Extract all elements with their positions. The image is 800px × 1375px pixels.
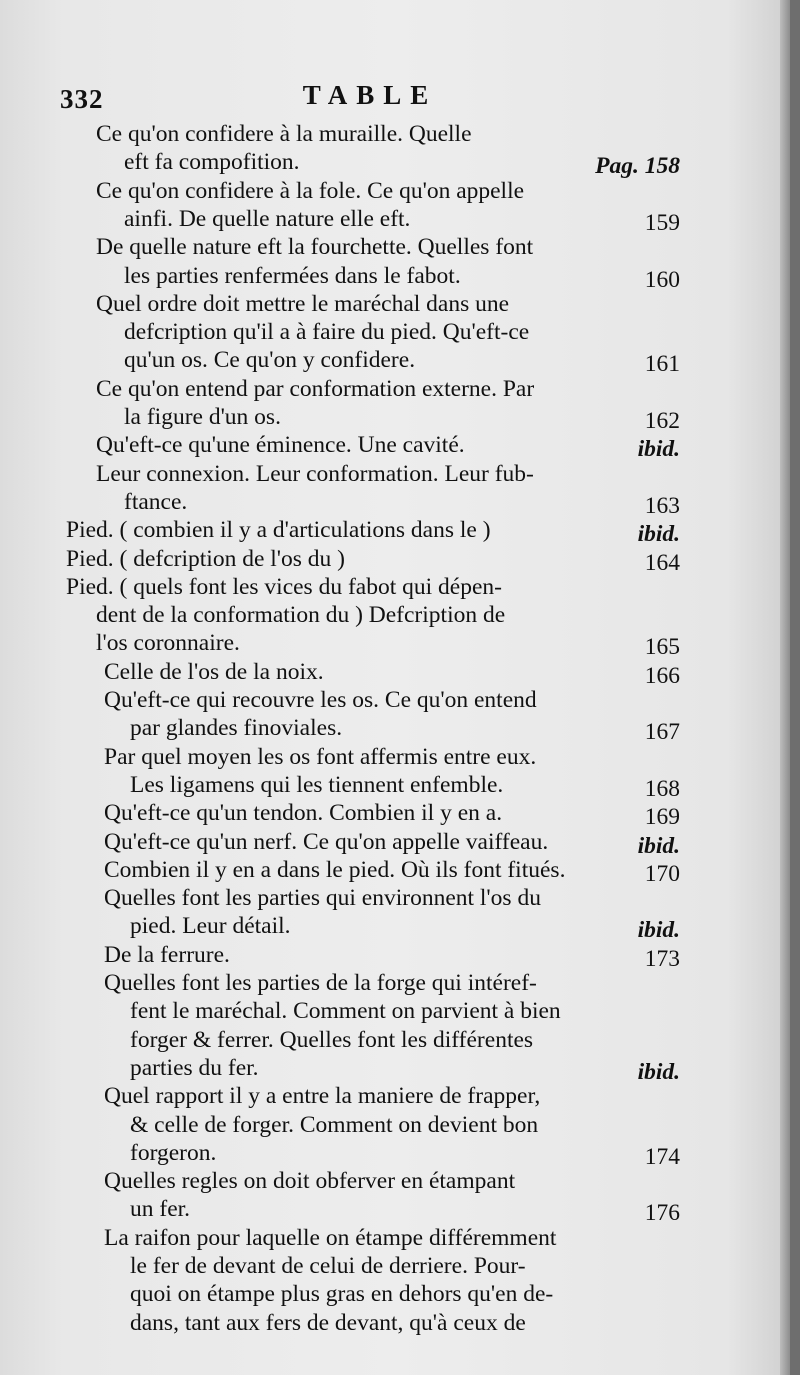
entry-line: dent de la conformation du ) Defcription de (96, 602, 506, 629)
entry-line: La raifon pour laquelle on étampe différemment (104, 1224, 557, 1251)
entry-page-number: ibid. (637, 521, 680, 548)
entry-line: la figure d'un os. (124, 404, 281, 430)
entry-line: Par quel moyen les os font affermis entre eux. (104, 743, 537, 770)
entry-line: les parties renfermées dans le fabot. (124, 262, 461, 289)
entry-line: Pied. ( defcription de l'os du ) (66, 545, 345, 572)
entry-line: Quel rapport il y a entre la maniere de frapper, (104, 1083, 541, 1110)
entry-line: Leur connexion. Leur conformation. Leur fub- (96, 460, 534, 487)
entry-line: & celle de forger. Comment on devient bon (130, 1111, 539, 1138)
entry-page-number: ibid. (637, 917, 680, 944)
entry-page-number: Pag. 158 (595, 153, 680, 180)
entry-line: Qu'eft-ce qu'un nerf. Ce qu'on appelle vaiffeau. (104, 828, 549, 855)
entry-line: l'os coronnaire. (96, 630, 240, 657)
entry-line: un fer. (130, 1196, 191, 1223)
entry-line: forger & ferrer. Quelles font les différentes (130, 1026, 534, 1053)
entry-page-number: 173 (644, 945, 680, 972)
entry-line: Ce qu'on entend par conformation externe. Par (96, 375, 535, 402)
entry-line: Ce qu'on confidere à la fole. Ce qu'on appelle (96, 177, 525, 204)
entry-page-number: 169 (644, 804, 680, 831)
entry-page-number: 174 (644, 1143, 680, 1170)
entry-page-number: 164 (644, 549, 680, 576)
entry-line: eft fa compofition. (124, 149, 300, 176)
entry-line: forgeron. (130, 1139, 217, 1166)
entry-line: parties du fer. (130, 1054, 259, 1081)
entry-line: ainfi. De quelle nature elle eft. (124, 205, 411, 232)
entry-page-number: 166 (644, 662, 680, 689)
entry-line: Combien il y en a dans le pied. Où ils font fitués. (104, 856, 566, 883)
entry-line: Quelles regles on doit obferver en étampant (104, 1168, 516, 1195)
entry-page-number: ibid. (637, 832, 680, 859)
entry-line: Quel ordre doit mettre le maréchal dans une (96, 290, 510, 317)
page-number: 332 (60, 84, 104, 114)
page-header (60, 80, 680, 114)
entry-page-number: 163 (644, 492, 680, 519)
entry-page-number: 159 (644, 209, 680, 236)
entry-line: qu'un os. Ce qu'on y confidere. (124, 347, 416, 374)
entry-page-number: 161 (644, 351, 680, 378)
entry-page-number: 160 (644, 266, 680, 293)
entry-page-number: 176 (644, 1200, 680, 1227)
entry-line: pied. Leur détail. (130, 913, 291, 940)
entry-line: De quelle nature eft la fourchette. Quelles font (96, 234, 534, 261)
entry-line: Pied. ( combien il y a d'articulations dans le ) (66, 517, 491, 544)
entry-line: fent le maréchal. Comment on parvient à bien (130, 998, 561, 1025)
entry-line: ftance. (124, 488, 188, 515)
entry-page-number: 167 (644, 719, 680, 746)
entry-line: Pied. ( quels font les vices du fabot qui dépen- (66, 573, 502, 600)
entry-line: le fer de devant de celui de derriere. Pour- (130, 1253, 526, 1279)
entry-line: defcription qu'il a à faire du pied. Qu'eft-ce (124, 319, 530, 346)
entry-page-number: 165 (644, 634, 680, 661)
entry-line: Les ligamens qui les tiennent enfemble. (130, 771, 504, 798)
entry-page-number: 168 (644, 775, 680, 802)
entry-line: Quelles font les parties de la forge qui intéref- (104, 970, 537, 996)
entry-line: Ce qu'on confidere à la muraille. Quelle (96, 121, 472, 147)
entry-line: De la ferrure. (104, 941, 230, 968)
entry-page-number: 170 (644, 860, 680, 887)
entry-line: quoi on étampe plus gras en dehors qu'en de- (130, 1281, 554, 1308)
running-head: TABLE (302, 80, 438, 110)
entry-page-number: 162 (644, 408, 680, 434)
entry-line: Celle de l'os de la noix. (104, 658, 324, 685)
entry-line: dans, tant aux fers de devant, qu'à ceux de (130, 1309, 526, 1336)
entry-line: Qu'eft-ce qu'un tendon. Combien il y en a. (104, 800, 503, 827)
page-edge (780, 0, 790, 1375)
entry-page-number: ibid. (637, 436, 680, 463)
entry-line: Qu'eft-ce qu'une éminence. Une cavité. (96, 432, 465, 459)
entry-page-number: ibid. (637, 1058, 680, 1085)
entry-line: Qu'eft-ce qui recouvre les os. Ce qu'on entend (104, 687, 537, 713)
entry-line: par glandes finoviales. (130, 715, 343, 742)
entry-line: Quelles font les parties qui environnent l'os du (104, 885, 541, 912)
